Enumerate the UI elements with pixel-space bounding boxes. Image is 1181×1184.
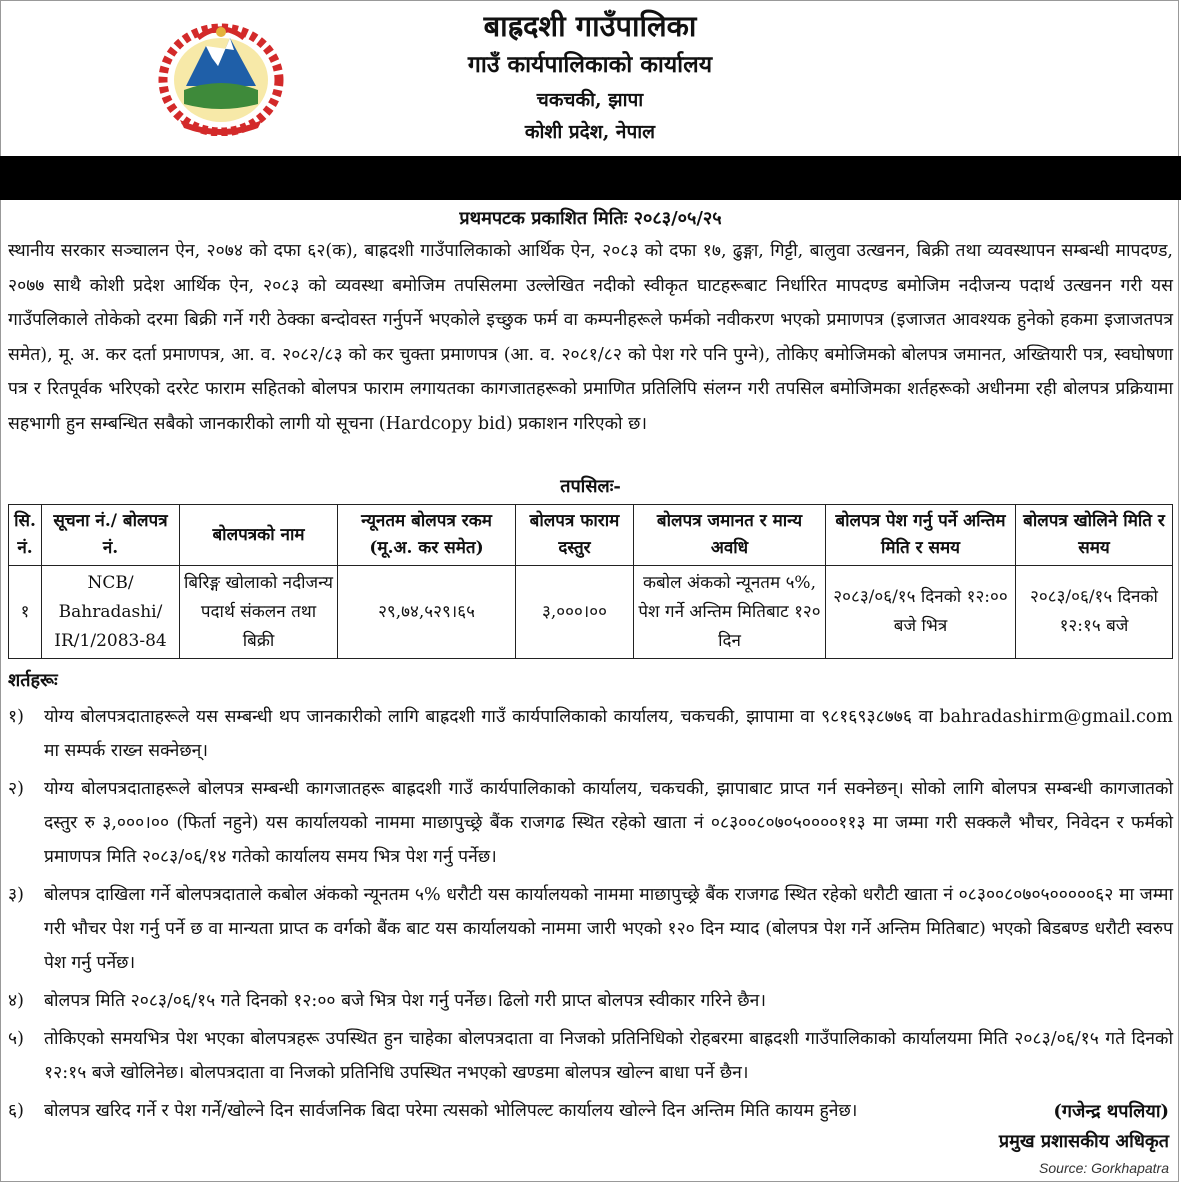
publication-date: प्रथमपटक प्रकाशित मितिः २०८३/०५/२५: [459, 208, 722, 229]
col-header-submission-deadline: बोलपत्र पेश गर्नु पर्ने अन्तिम मिति र समय: [826, 505, 1016, 566]
condition-number: २): [8, 779, 24, 799]
col-header-opening-date: बोलपत्र खोलिने मिति र समय: [1016, 505, 1173, 566]
condition-text: बोलपत्र दाखिला गर्ने बोलपत्रदाताले कबोल अंकको न्यूनतम ५% धरौटी यस कार्यालयको नाममा माछापुच्छ्रे बैंक राजगढ स्थित रहेको धरौटी खाता नं ०८३००८०७०५०००००६२ मा जम्मा गरी भौचर पेश गर्नु पर्ने छ वा मान्यता प्राप्त क वर्गको बैंक बाट यस कार्यालयको नाममा जारी भएको १२० दिन म्याद (बोलपत्र पेश गर्ने अन्तिम मितिबाट) भएको बिडबण्ड धरौटी स्वरुप पेश गर्नु पर्नेछ।: [44, 885, 1173, 973]
cell-bid-security: कबोल अंकको न्यूनतम ५%, पेश गर्ने अन्तिम मितिबाट १२० दिन: [634, 566, 826, 659]
condition-text: तोकिएको समयभित्र पेश भएका बोलपत्रहरू उपस्थित हुन चाहेका बोलपत्रदाता वा निजको प्रतिनिधिको रोहबरमा बाह्रदशी गाउँपालिकाको कार्यालयमा मिति २०८३/०६/१५ गते दिनको १२:१५ बजे खोलिनेछ। बोलपत्रदाता वा निजको प्रतिनिधि उपस्थित नभएको खण्डमा बोलपत्र खोल्न बाधा पर्ने छैन।: [44, 1029, 1173, 1083]
org-name: बाह्रदशी गाउँपालिका: [483, 9, 697, 43]
signatory-name: (गजेन्द्र थपलिया): [1053, 1101, 1169, 1122]
table-header-row: [9, 505, 1173, 566]
nepal-emblem-icon: [158, 16, 284, 136]
list-item: [8, 878, 1173, 980]
condition-text: बोलपत्र मिति २०८३/०६/१५ गते दिनको १२:०० बजे भित्र पेश गर्नु पर्नेछ। ढिलो गरी प्राप्त बोलपत्र स्वीकार गरिने छैन।: [44, 991, 766, 1011]
letterhead: [290, 6, 890, 148]
office-name: गाउँ कार्यपालिकाको कार्यालय: [467, 51, 713, 78]
cell-notice-no: NCB/ Bahradashi/ IR/1/2083-84: [42, 566, 180, 659]
condition-number: १): [8, 707, 24, 727]
signature-block: [999, 1097, 1169, 1157]
conditions-title: शर्तहरूः: [8, 670, 58, 691]
table-row: [9, 566, 1173, 659]
signatory-title: प्रमुख प्रशासकीय अधिकृत: [998, 1131, 1169, 1152]
cell-min-amount: २९,७४,५२९।६५: [338, 566, 516, 659]
office-address: चकचकी, झापा: [536, 89, 644, 111]
cell-bid-name: बिरिङ्ग खोलाको नदीजन्य पदार्थ संकलन तथा बिक्री: [180, 566, 338, 659]
condition-text: बोलपत्र खरिद गर्ने र पेश गर्ने/खोल्ने दिन सार्वजनिक बिदा परेमा त्यसको भोलिपल्ट कार्यालय खोल्ने दिन अन्तिम मिति कायम हुनेछ।: [44, 1101, 858, 1121]
list-item: [8, 700, 1173, 768]
col-header-serial: सि. नं.: [9, 505, 42, 566]
condition-text: योग्य बोलपत्रदाताहरूले बोलपत्र सम्बन्धी कागजातहरू बाह्रदशी गाउँ कार्यपालिकाको कार्यालय, चकचकी, झापाबाट प्राप्त गर्न सक्नेछन्। सोको लागि बोलपत्र सम्बन्धी कागजातको दस्तुर रु ३,०००।०० (फिर्ता नहुने) यस कार्यालयको नाममा माछापुच्छ्रे बैंक राजगढ स्थित रहेको खाता नं ०८३००८०७०५००००११३ मा जम्मा गरी सक्कलै भौचर, निवेदन र फर्मको प्रमाणपत्र मिति २०८३/०६/१४ गतेको कार्यालय समय भित्र पेश गर्नु पर्नेछ।: [44, 779, 1173, 867]
schedule-title: तपसिलः-: [560, 476, 621, 497]
condition-text: योग्य बोलपत्रदाताहरूले यस सम्बन्धी थप जानकारीको लागि बाह्रदशी गाउँ कार्यपालिकाको कार्यालय, चकचकी, झापामा वा ९८१६९३८७७६ वा bahradashirm@gmail.com मा सम्पर्क राख्न सक्नेछन्।: [44, 707, 1173, 761]
list-item: [8, 772, 1173, 874]
bid-table: [8, 504, 1173, 659]
condition-number: ५): [8, 1029, 24, 1049]
conditions-list: [8, 700, 1173, 1132]
office-province: कोशी प्रदेश, नेपाल: [524, 121, 656, 143]
col-header-notice-no: सूचना नं./ बोलपत्र नं.: [42, 505, 180, 566]
col-header-bid-name: बोलपत्रको नाम: [180, 505, 338, 566]
condition-number: ४): [8, 991, 24, 1011]
cell-submission-deadline: २०८३/०६/१५ दिनको १२:०० बजे भित्र: [826, 566, 1016, 659]
list-item: [8, 1022, 1173, 1090]
source-credit: Source: Gorkhapatra: [1039, 1160, 1169, 1176]
col-header-bid-security: बोलपत्र जमानत र मान्य अवधि: [634, 505, 826, 566]
notice-body: स्थानीय सरकार सञ्चालन ऐन, २०७४ को दफा ६२(क), बाह्रदशी गाउँपालिकाको आर्थिक ऐन, २०८३ को दफा १७, ढुङ्गा, गिट्टी, बालुवा उत्खनन, बिक्री तथा व्यवस्थापन सम्बन्धी मापदण्ड, २०७७ साथै कोशी प्रदेश आर्थिक ऐन, २०८३ को व्यवस्था बमोजिम तपसिलमा उल्लेखित नदीको स्वीकृत घाटहरूबाट निर्धारित मापदण्ड बमोजिम नदीजन्य पदार्थ उत्खनन गरी यस गाउँपलिकाले तोकेको दरमा बिक्री गर्ने गरी ठेक्का बन्दोवस्त गर्नुपर्ने भएकोले इच्छुक फर्म वा कम्पनीहरूले फर्मको नवीकरण भएको प्रमाणपत्र (इजाजत आवश्यक हुनेको हकमा इजाजतपत्र समेत), मू. अ. कर दर्ता प्रमाणपत्र, आ. व. २०८२/८३ को कर चुक्ता प्रमाणपत्र (आ. व. २०८१/८२ को पेश गरे पनि पुग्ने), तोकिए बमोजिमको बोलपत्र जमानत, अख्तियारी पत्र, स्वघोषणा पत्र र रितपूर्वक भरिएको दररेट फाराम सहितको बोलपत्र फाराम लगायतका कागजातहरूको प्रमाणित प्रतिलिपि संलग्न गरी तपसिल बमोजिमका शर्तहरूको अधीनमा रही बोलपत्र प्रक्रियामा सहभागी हुन सम्बन्धित सबैको जानकारीको लागी यो सूचना (Hardcopy bid) प्रकाशन गरिएको छ।: [8, 241, 1173, 434]
col-header-min-amount: न्यूनतम बोलपत्र रकम (मू.अ. कर समेत): [338, 505, 516, 566]
cell-opening-date: २०८३/०६/१५ दिनको १२:१५ बजे: [1016, 566, 1173, 659]
list-item: [8, 984, 1173, 1018]
cell-form-fee: ३,०००।००: [516, 566, 634, 659]
cell-serial: १: [9, 566, 42, 659]
header-divider-bar: [0, 156, 1181, 200]
condition-number: ६): [8, 1101, 24, 1121]
condition-number: ३): [8, 885, 24, 905]
col-header-form-fee: बोलपत्र फाराम दस्तुर: [516, 505, 634, 566]
